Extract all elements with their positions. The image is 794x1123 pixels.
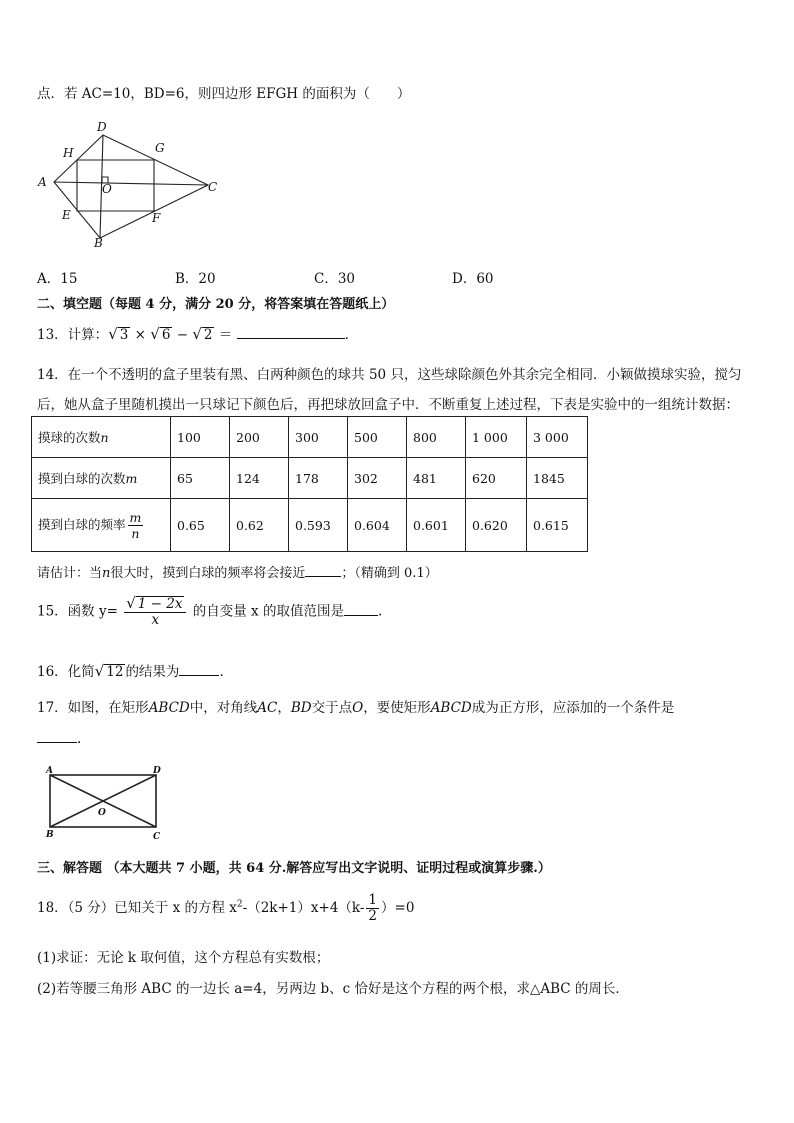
label-a: A bbox=[38, 175, 47, 189]
table-cell: 0.604 bbox=[348, 499, 407, 552]
q15: 15．函数 y= $\frac{√ 1 - 2x}{x}$ 的自变量 x 的取值范围是 . bbox=[37, 594, 383, 628]
table-header-trials: 摸球的次数n bbox=[32, 417, 171, 458]
q13-label: 13．计算： bbox=[37, 327, 109, 343]
table-row bbox=[32, 458, 588, 499]
label-b: B bbox=[46, 830, 54, 840]
table-header-frequency: 摸到白球的频率 $\frac{m}{n}$ bbox=[32, 499, 171, 552]
label-c: C bbox=[153, 832, 161, 842]
q16-answer-blank[interactable] bbox=[179, 661, 219, 676]
label-o: O bbox=[98, 808, 106, 818]
table-cell: 124 bbox=[230, 458, 289, 499]
table-cell: 620 bbox=[466, 458, 527, 499]
table-cell: 0.601 bbox=[407, 499, 466, 552]
q15-answer-blank[interactable] bbox=[344, 601, 378, 616]
table-cell: 200 bbox=[230, 417, 289, 458]
label-h: H bbox=[63, 146, 74, 160]
table-cell: 3 000 bbox=[527, 417, 588, 458]
table-row bbox=[32, 499, 588, 552]
q14-estimate: 请估计：当n很大时，摸到白球的频率将会接近 ；（精确到 0.1） bbox=[37, 562, 438, 581]
q13: 13．计算：√ 3 × √ 6 − √ 2 ＝ ． bbox=[37, 325, 359, 343]
q12-option-c: C．30 bbox=[314, 271, 356, 287]
q14-line1: 14．在一个不透明的盒子里装有黑、白两种颜色的球共 50 只，这些球除颜色外其余完全相同．小颖做摸球实验，搅匀 bbox=[37, 367, 742, 383]
q12-kite-figure bbox=[30, 115, 230, 255]
q13-radicand-1: 3 bbox=[119, 327, 129, 343]
label-d: D bbox=[97, 120, 107, 134]
q16: 16．化简√ 12 的结果为 . bbox=[37, 662, 224, 680]
label-g: G bbox=[155, 141, 165, 155]
table-cell: 800 bbox=[407, 417, 466, 458]
table-cell: 0.65 bbox=[171, 499, 230, 552]
q12-option-b: B．20 bbox=[175, 271, 216, 287]
q12-stem: 点．若 AC=10，BD=6，则四边形 EFGH 的面积为（ ） bbox=[37, 86, 411, 102]
table-cell: 65 bbox=[171, 458, 230, 499]
label-e: E bbox=[62, 208, 71, 222]
label-a: A bbox=[46, 766, 53, 776]
q15-fraction: $\frac{√ 1 - 2x}{x}$ bbox=[124, 596, 186, 628]
q17-answer-line: . bbox=[37, 728, 81, 747]
table-cell: 0.62 bbox=[230, 499, 289, 552]
table-header-white-count: 摸到白球的次数m bbox=[32, 458, 171, 499]
table-cell: 100 bbox=[171, 417, 230, 458]
table-cell: 1 000 bbox=[466, 417, 527, 458]
table-cell: 300 bbox=[289, 417, 348, 458]
label-b: B bbox=[94, 236, 103, 250]
q14-line2: 后，她从盒子里随机摸出一只球记下颜色后，再把球放回盒子中．不断重复上述过程，下表是实验中的一组统计数据： bbox=[37, 397, 739, 413]
table-cell: 1845 bbox=[527, 458, 588, 499]
label-o: O bbox=[102, 182, 112, 196]
q12-option-a: A．15 bbox=[37, 271, 78, 287]
label-f: F bbox=[152, 211, 161, 225]
q17-answer-blank[interactable] bbox=[37, 728, 77, 743]
label-d: D bbox=[153, 766, 161, 776]
q18-fraction: $\frac{1}{2}$ bbox=[368, 892, 378, 924]
section2-title: 二、填空题（每题 4 分，满分 20 分，将答案填在答题纸上） bbox=[37, 297, 395, 312]
table-cell: 302 bbox=[348, 458, 407, 499]
label-c: C bbox=[208, 180, 218, 194]
q17: 17．如图，在矩形ABCD中，对角线AC，BD交于点O，要使矩形ABCD成为正方形，应添加的一个条件是 bbox=[37, 700, 675, 716]
q18-stem: 18．（5 分）已知关于 x 的方程 $x^2-(2k+1)x+4(k-$ $\frac{1}{2}$ ）=0 bbox=[37, 892, 415, 924]
q14-stats-table bbox=[31, 416, 588, 552]
q12-option-d: D．60 bbox=[452, 271, 494, 287]
q17-rectangle-figure bbox=[42, 765, 172, 845]
q13-radicand-2: 6 bbox=[161, 327, 171, 343]
q13-radicand-3: 2 bbox=[203, 327, 213, 343]
table-cell: 178 bbox=[289, 458, 348, 499]
table-cell: 500 bbox=[348, 417, 407, 458]
table-cell: 0.593 bbox=[289, 499, 348, 552]
table-cell: 481 bbox=[407, 458, 466, 499]
table-cell: 0.615 bbox=[527, 499, 588, 552]
section3-title: 三、解答题 （本大题共 7 小题，共 64 分.解答应写出文字说明、证明过程或演算步骤.） bbox=[37, 861, 551, 876]
q18-part2: (2)若等腰三角形 ABC 的一边长 a=4，另两边 b、c 恰好是这个方程的两个根，求△ABC 的周长． bbox=[37, 981, 629, 997]
table-row bbox=[32, 417, 588, 458]
rectangle-efgh bbox=[77, 160, 154, 211]
q18-part1: (1)求证：无论 k 取何值，这个方程总有实数根； bbox=[37, 950, 330, 966]
q13-answer-blank[interactable] bbox=[237, 324, 345, 339]
q14-answer-blank[interactable] bbox=[305, 562, 341, 577]
table-cell: 0.620 bbox=[466, 499, 527, 552]
q16-radicand: 12 bbox=[106, 664, 124, 680]
